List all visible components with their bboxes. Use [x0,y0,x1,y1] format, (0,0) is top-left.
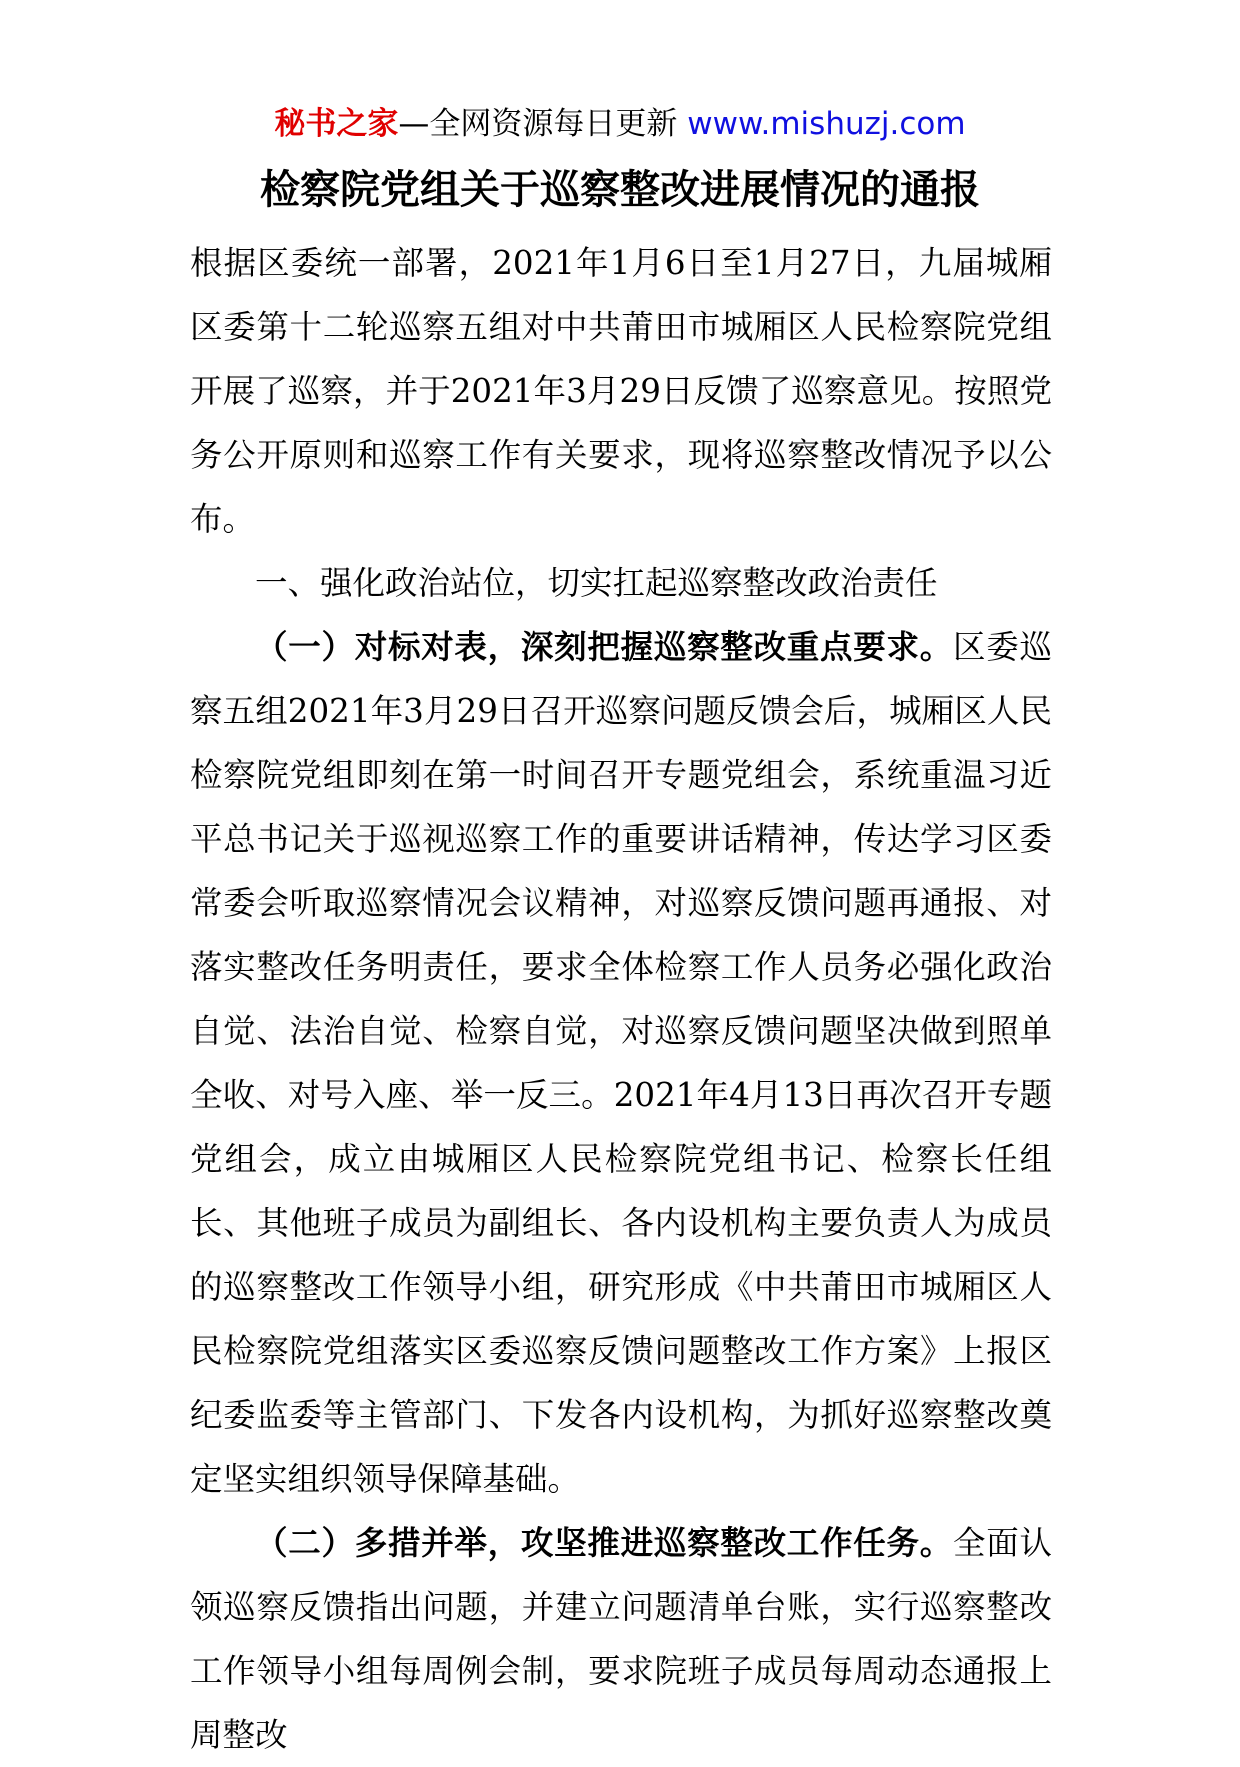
paragraph-1-text: 区委巡察五组2021年3月29日召开巡察问题反馈会后，城厢区人民检察院党组即刻在第一时间召开专题党组会，系统重温习近平总书记关于巡视巡察工作的重要讲话精神，传达学习区委常委会听取巡察情况会议精神，对巡察反馈问题再通报、对落实整改任务明责任，要求全体检察工作人员务必强化政治自觉、法治自觉、检察自觉，对巡察反馈问题坚决做到照单全收、对号入座、举一反三。2021年4月13日再次召开专题党组会，成立由城厢区人民检察院党组书记、检察长任组长、其他班子成员为副组长、各内设机构主要负责人为成员的巡察整改工作领导小组，研究形成《中共莆田市城厢区人民检察院党组落实区委巡察反馈问题整改工作方案》上报区纪委监委等主管部门、下发各内设机构，为抓好巡察整改奠定坚实组织领导保障基础。 [190,628,1052,1498]
document-title: 检察院党组关于巡察整改进展情况的通报 [260,167,980,213]
header-slogan: —全网资源每日更新 [398,106,688,142]
header-site-url[interactable]: www.mishuzj.com [687,106,966,142]
paragraph-2 [190,1511,1052,1767]
paragraph-1-heading: （一）对标对表，深刻把握巡察整改重点要求。 [255,627,953,666]
paragraph-2-text: 全面认领巡察反馈指出问题，并建立问题清单台账，实行巡察整改工作领导小组每周例会制，要求院班子成员每周动态通报上周整改 [190,1524,1052,1754]
paragraph-1 [190,615,1052,1511]
document-body [190,231,1052,1767]
header-brand: 秘书之家 [274,106,399,142]
intro-paragraph: 根据区委统一部署，2021年1月6日至1月27日，九届城厢区委第十二轮巡察五组对中共莆田市城厢区人民检察院党组开展了巡察，并于2021年3月29日反馈了巡察意见。按照党务公开原则和巡察工作有关要求，现将巡察整改情况予以公布。 [190,244,1052,538]
section-heading: 一、强化政治站位，切实扛起巡察整改政治责任 [255,564,938,602]
site-header [0,104,1240,144]
paragraph-2-heading: （二）多措并举，攻坚推进巡察整改工作任务。 [255,1523,953,1562]
